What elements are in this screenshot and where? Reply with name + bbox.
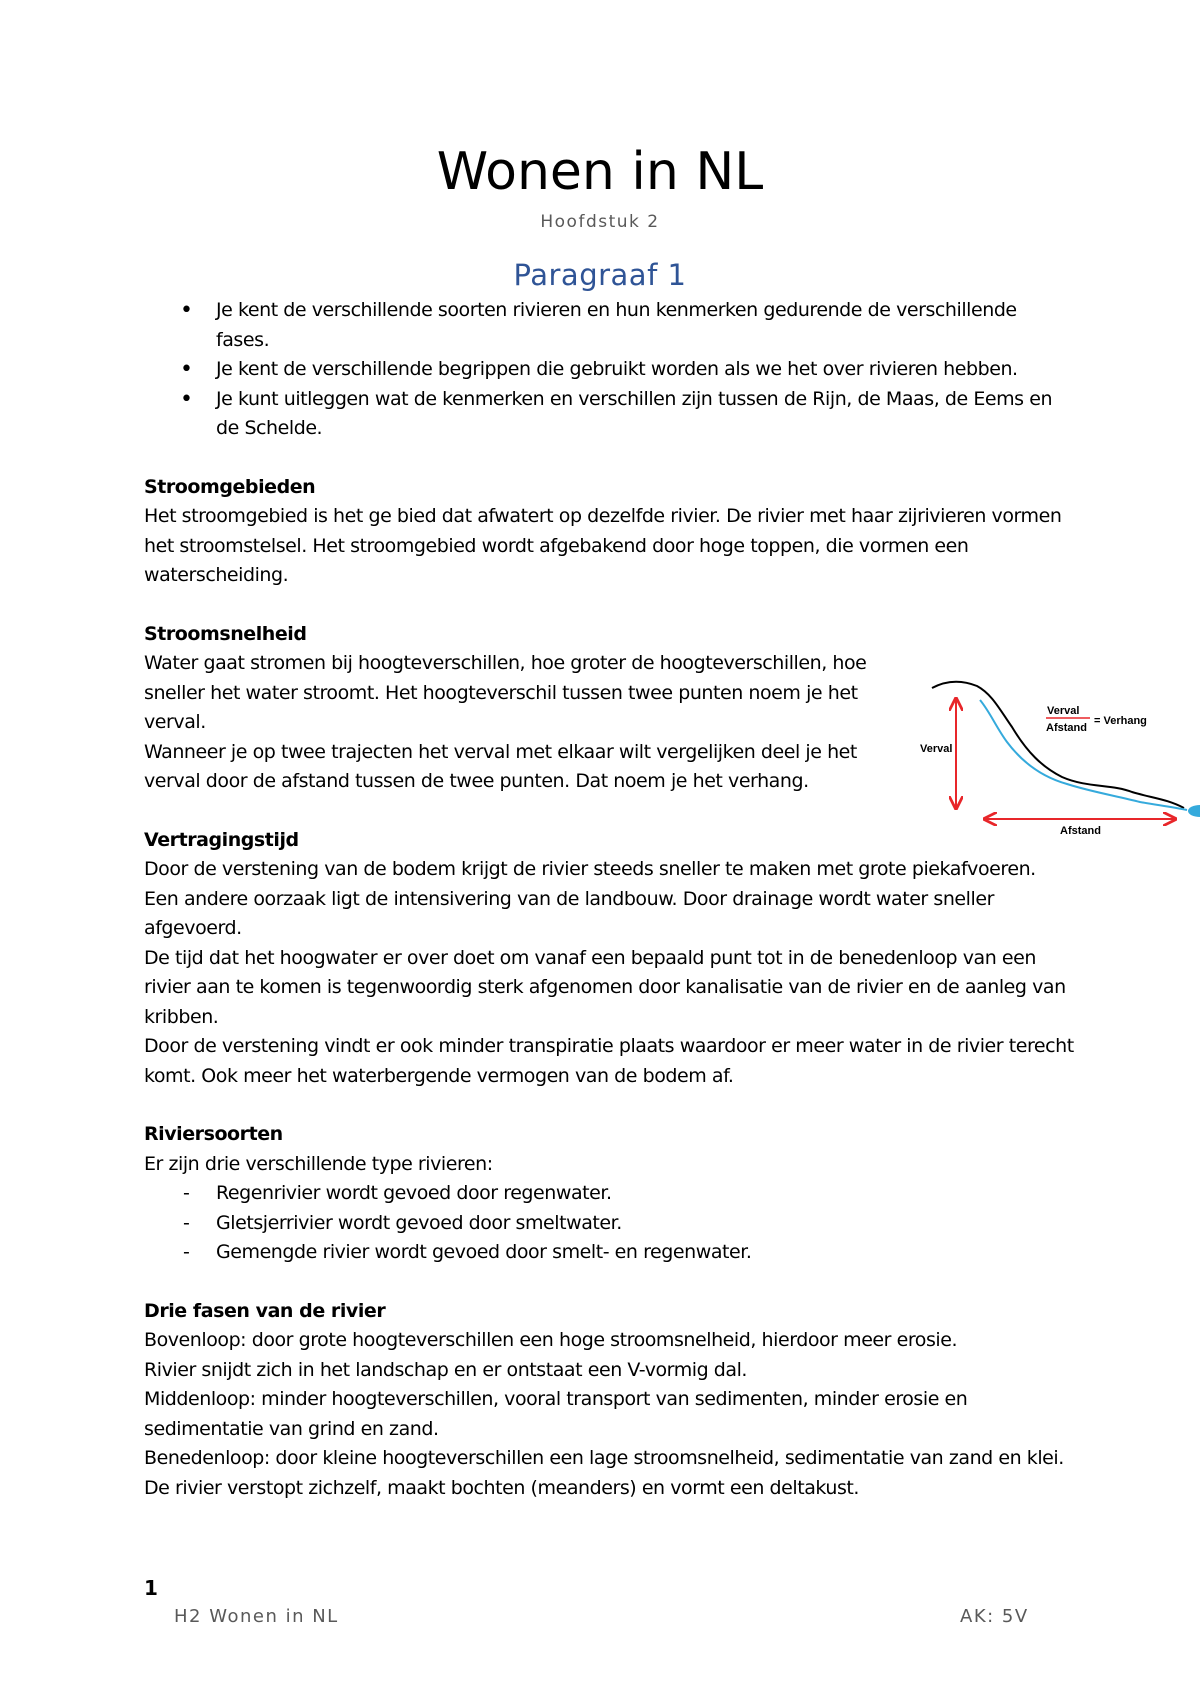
section-text: Door de verstening van de bodem krijgt de rivier steeds sneller te maken met grote piekafvoeren. Een andere oorzaak ligt de intensivering van de landbouw. Door drainage wordt water sneller afgevoerd. (144, 858, 1036, 939)
section-heading: Vertragingstijd (144, 828, 299, 851)
section-text: Water gaat stromen bij hoogteverschillen, hoe groter de hoogteverschillen, hoe sneller het water stroomt. Het hoogteverschil tussen twee punten noem je het verval. (144, 652, 867, 733)
document-body (144, 296, 1074, 1503)
section-heading: Stroomgebieden (144, 475, 316, 498)
section-heading: Drie fasen van de rivier (144, 1299, 386, 1322)
terrain-line (932, 682, 1184, 808)
section-vertragingstijd (144, 826, 1074, 1092)
section-text: Het stroomgebied is het ge bied dat afwatert op dezelfde rivier. De rivier met haar zijrivieren vormen het stroomstelsel. Het stroomgebied wordt afgebakend door hoge toppen, die vormen een waterscheiding. (144, 505, 1062, 586)
footer-left-text: H2 Wonen in NL (174, 1606, 339, 1627)
section-text: Wanneer je op twee trajecten het verval met elkaar wilt vergelijken deel je het verval door de afstand tussen de twee punten. Dat noem je het verhang. (144, 740, 857, 792)
section-text: Bovenloop: door grote hoogteverschillen een hoge stroomsnelheid, hierdoor meer erosie. (144, 1329, 958, 1351)
section-heading: Stroomsnelheid (144, 622, 307, 645)
footer-right-text: AK: 5V (960, 1606, 1029, 1627)
section-text: Door de verstening vindt er ook minder transpiratie plaats waardoor er meer water in de rivier terecht komt. Ook meer het waterbergende vermogen van de bodem af. (144, 1035, 1074, 1087)
section-text: Benedenloop: door kleine hoogteverschillen een lage stroomsnelheid, sedimentatie van zand en klei. De rivier verstopt zichzelf, maakt bochten (meanders) en vormt een deltakust. (144, 1447, 1064, 1499)
section-riviersoorten (144, 1120, 1074, 1268)
learning-goal: • Je kunt uitleggen wat de kenmerken en verschillen zijn tussen de Rijn, de Maas, de Eems en de Schelde. (144, 385, 1074, 444)
river-types-list (144, 1179, 1074, 1268)
learning-goals-list (144, 296, 1074, 444)
verval-label: Verval (920, 743, 953, 755)
section-text: Rivier snijdt zich in het landschap en er ontstaat een V-vormig dal. (144, 1358, 748, 1381)
section-text: De tijd dat het hoogwater er over doet om vanaf een bepaald punt tot in de benedenloop van een rivier aan te komen is tegenwoordig sterk afgenomen door kanalisatie van de rivier en de aanleg van kribben. (144, 946, 1066, 1028)
section-stroomgebieden (144, 473, 1074, 591)
formula-numerator: Verval (1047, 705, 1080, 717)
list-item: - Gletsjerrivier wordt gevoed door smeltwater. (144, 1209, 1074, 1239)
list-item: - Gemengde rivier wordt gevoed door smelt- en regenwater. (144, 1238, 1074, 1268)
list-item: - Regenrivier wordt gevoed door regenwater. (144, 1179, 1074, 1209)
formula-denominator: Afstand (1046, 722, 1087, 734)
section-text: Er zijn drie verschillende type rivieren: (144, 1152, 493, 1175)
learning-goal: • Je kent de verschillende begrippen die gebruikt worden als we het over rivieren hebben. (144, 355, 1074, 385)
page-number: 1 (144, 1576, 158, 1600)
sea-shape (1188, 805, 1200, 817)
verhang-diagram (912, 672, 1200, 842)
formula-result: = Verhang (1094, 715, 1147, 727)
learning-goal: • Je kent de verschillende soorten rivieren en hun kenmerken gedurende de verschillende fases. (144, 296, 1074, 355)
document-title: Wonen in NL (436, 142, 764, 202)
section-text: Middenloop: minder hoogteverschillen, vooral transport van sedimenten, minder erosie en sedimentatie van grind en zand. (144, 1388, 968, 1440)
afstand-label: Afstand (1060, 825, 1101, 837)
section-heading: Riviersoorten (144, 1123, 283, 1145)
paragraph-heading: Paragraaf 1 (513, 258, 687, 292)
section-fasen (144, 1297, 1074, 1504)
river-line (980, 700, 1187, 810)
document-subtitle: Hoofdstuk 2 (540, 212, 660, 232)
